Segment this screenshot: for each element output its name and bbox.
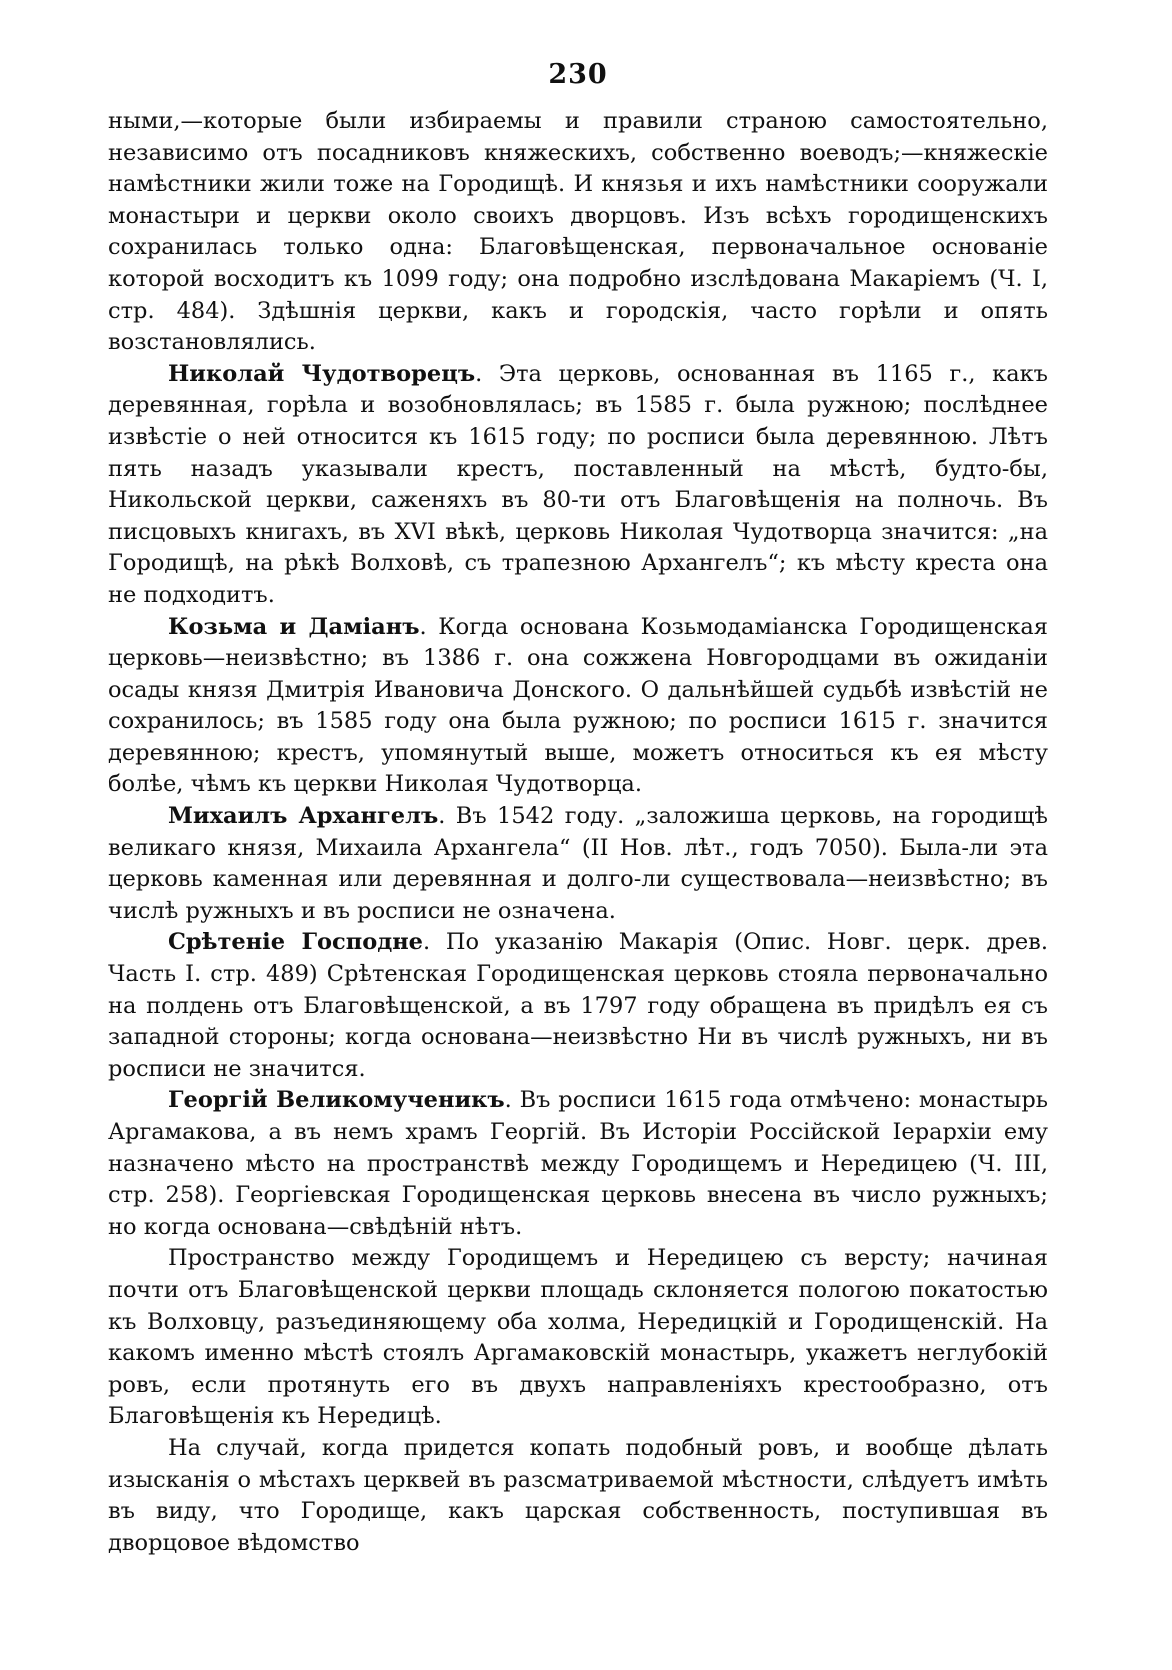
- paragraph-text: . Эта церковь, основанная въ 1165 г., какъ деревянная, горѣла и возобновлялась; въ 1585 г. была ружною; послѣднее извѣстіе о ней относится къ 1615 году; по росписи была деревянною. Лѣтъ пять назадъ указывали крестъ, поставленный на мѣстѣ, будто-бы, Никольской церкви, саженяхъ въ 80-ти отъ Благовѣщенія на полночь. Въ писцовыхъ книгахъ, въ XVI вѣкѣ, церковь Николая Чудотворца значится: „на Городищѣ, на рѣкѣ Волховѣ, съ трапезною Архангелъ“; къ мѣсту креста она не подходитъ.: [108, 360, 1048, 608]
- body-text: [108, 106, 1048, 1559]
- paragraph-text: Пространство между Городищемъ и Нередицею съ версту; начиная почти отъ Благовѣщенской церкви площадь склоняется пологою покатостью къ Волховцу, разъединяющему оба холма, Нередицкій и Городищенскій. На какомъ именно мѣстѣ стоялъ Аргамаковскій монастырь, укажетъ неглубокій ровъ, если протянуть его въ двухъ направленіяхъ крестообразно, отъ Благовѣщенія къ Нередицѣ.: [108, 1245, 1048, 1430]
- text-paragraph: [108, 1243, 1048, 1433]
- section-heading: Срѣтеніе Господне: [168, 929, 423, 956]
- text-paragraph: [108, 1433, 1048, 1559]
- section-paragraph: [108, 927, 1048, 1085]
- section-paragraph: [108, 801, 1048, 927]
- section-paragraph: [108, 612, 1048, 802]
- document-page: [108, 58, 1048, 1618]
- paragraph-text: . Когда основана Козьмодаміанска Городищенская церковь—неизвѣстно; въ 1386 г. она сожжена Новгородцами въ ожиданіи осады князя Дмитрія Ивановича Донского. О дальнѣйшей судьбѣ извѣстій не сохранилось; въ 1585 году она была ружною; по росписи 1615 г. значится деревянною; крестъ, упомянутый выше, можетъ относиться къ ея мѣсту болѣе, чѣмъ къ церкви Николая Чудотворца.: [108, 613, 1048, 798]
- paragraph-text: . Въ 1542 году. „заложиша церковь, на городищѣ великаго князя, Михаила Архангела“ (II Нов. лѣт., годъ 7050). Была-ли эта церковь каменная или деревянная и долго-ли существовала—неизвѣстно; въ числѣ ружныхъ и въ росписи не означена.: [108, 803, 1048, 924]
- paragraph-text: ными,—которые были избираемы и правили страною самостоятельно, независимо отъ посадниковъ княжескихъ, собственно воеводъ;—княжескіе намѣстники жили тоже на Городищѣ. И князья и ихъ намѣстники сооружали монастыри и церкви около своихъ дворцовъ. Изъ всѣхъ городищенскихъ сохранилась только одна: Благовѣщенская, первоначальное основаніе которой восходитъ къ 1099 году; она подробно изслѣдована Макаріемъ (Ч. I, стр. 484). Здѣшнія церкви, какъ и городскія, часто горѣли и опять возстановлялись.: [108, 108, 1048, 356]
- section-heading: Козьма и Даміанъ: [168, 613, 420, 640]
- text-paragraph: [108, 106, 1048, 359]
- section-heading: Георгій Великомученикъ: [168, 1087, 505, 1114]
- paragraph-text: На случай, когда придется копать подобный ровъ, и вообще дѣлать изысканія о мѣстахъ церквей въ разсматриваемой мѣстности, слѣдуетъ имѣть въ виду, что Городище, какъ царская собственность, поступившая въ дворцовое вѣдомство: [108, 1434, 1048, 1556]
- paragraph-text: . По указанію Макарія (Опис. Новг. церк. древ. Часть I. стр. 489) Срѣтенская Городищенская церковь стояла первоначально на полдень отъ Благовѣщенской, а въ 1797 году обращена въ придѣлъ ея съ западной стороны; когда основана—неизвѣстно Ни въ числѣ ружныхъ, ни въ росписи не значится.: [108, 929, 1048, 1082]
- section-paragraph: [108, 359, 1048, 612]
- section-heading: Николай Чудотворецъ: [168, 360, 476, 387]
- section-heading: Михаилъ Архангелъ: [168, 803, 439, 830]
- section-paragraph: [108, 1085, 1048, 1243]
- page-number: 230: [548, 59, 608, 90]
- paragraph-text: . Въ росписи 1615 года отмѣчено: монастырь Аргамакова, а въ немъ храмъ Георгій. Въ Исторіи Россійской Іерархіи ему назначено мѣсто на пространствѣ между Городищемъ и Нередицею (Ч. III, стр. 258). Георгіевская Городищенская церковь внесена въ число ружныхъ; но когда основана—свѣдѣній нѣтъ.: [108, 1087, 1048, 1240]
